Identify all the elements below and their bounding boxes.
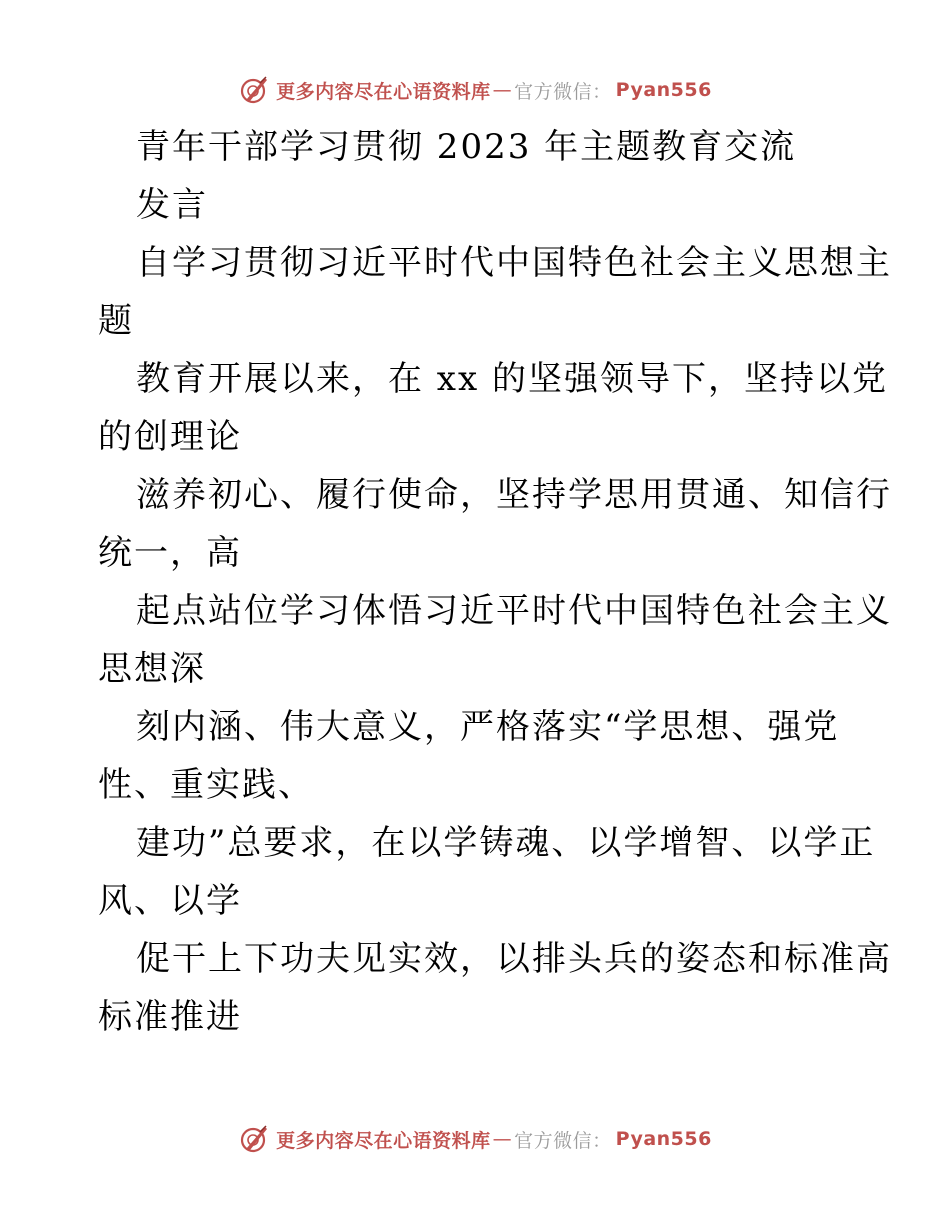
paragraph-line: 思想深 bbox=[98, 649, 206, 689]
watermark-main-text: 更多内容尽在心语资料库 bbox=[276, 80, 491, 103]
paragraph-line: 标准推进 bbox=[98, 997, 242, 1037]
watermark-label: 官方微信： bbox=[514, 1129, 612, 1152]
paragraph-line: 刻内涵、伟大意义，严格落实“学思想、强党 bbox=[136, 707, 840, 747]
paragraph-line: 性、重实践、 bbox=[98, 765, 314, 805]
watermark-text bbox=[276, 1126, 712, 1153]
paragraph-line: 促干上下功夫见实效，以排头兵的姿态和标准高 bbox=[136, 939, 892, 979]
quill-seal-logo-icon bbox=[238, 1123, 270, 1155]
watermark-label: 官方微信： bbox=[514, 80, 612, 103]
paragraph-line: 的创理论 bbox=[98, 417, 242, 457]
paragraph-line: 自学习贯彻习近平时代中国特色社会主义思想主 bbox=[136, 243, 892, 283]
watermark-text bbox=[276, 77, 712, 104]
paragraph-line: 起点站位学习体悟习近平时代中国特色社会主义 bbox=[136, 591, 892, 631]
watermark-id: Pyan556 bbox=[615, 79, 712, 101]
paragraph-line: 风、以学 bbox=[98, 881, 242, 921]
watermark-dash: — bbox=[492, 1128, 513, 1150]
watermark-dash: — bbox=[492, 79, 513, 101]
watermark-main-text: 更多内容尽在心语资料库 bbox=[276, 1129, 491, 1152]
header-watermark bbox=[0, 70, 950, 110]
paragraph-line: 滋养初心、履行使命，坚持学思用贯通、知信行 bbox=[136, 475, 892, 515]
paragraph-line: 题 bbox=[98, 301, 134, 341]
paragraph-line: 统一，高 bbox=[98, 533, 242, 573]
paragraph-line: 建功”总要求，在以学铸魂、以学增智、以学正 bbox=[136, 823, 876, 863]
watermark-id: Pyan556 bbox=[615, 1128, 712, 1150]
quill-seal-logo-icon bbox=[238, 74, 270, 106]
document-title-line: 青年干部学习贯彻 2023 年主题教育交流 bbox=[136, 127, 797, 167]
footer-watermark bbox=[0, 1119, 950, 1159]
document-body bbox=[98, 118, 892, 1046]
document-title-line: 发言 bbox=[136, 185, 208, 225]
paragraph-line: 教育开展以来，在 xx 的坚强领导下，坚持以党 bbox=[136, 359, 888, 399]
